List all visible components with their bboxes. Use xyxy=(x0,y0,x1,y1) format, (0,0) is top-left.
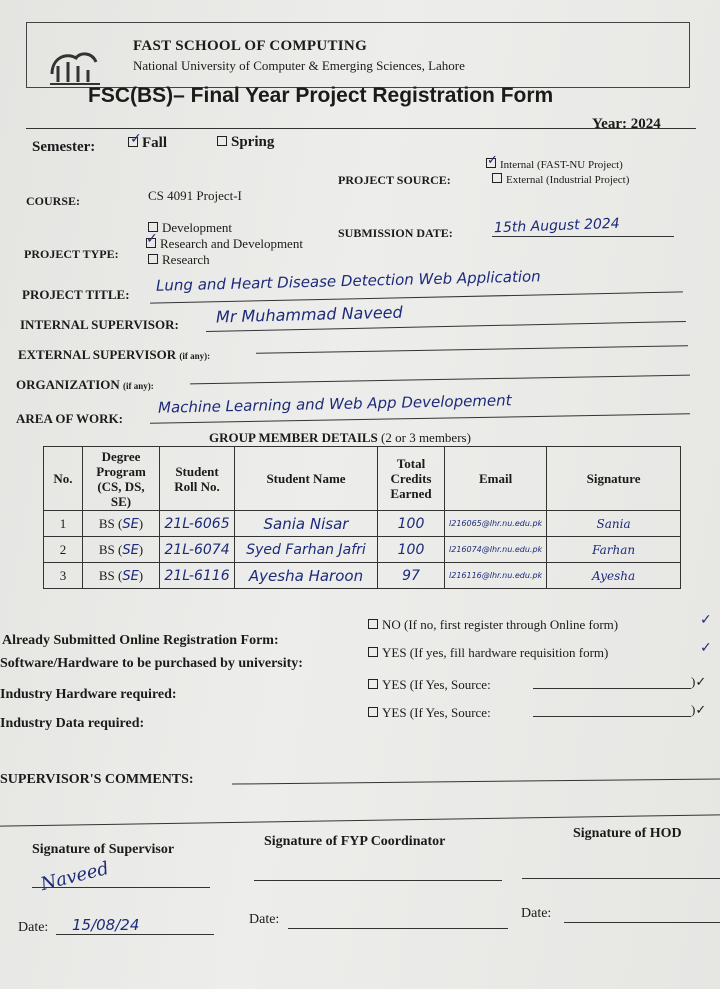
coordinator-signature-line[interactable] xyxy=(254,880,502,881)
organization-line[interactable] xyxy=(190,375,690,385)
supervisor-date-line xyxy=(56,934,214,935)
internal-check-mark: ✓ xyxy=(487,153,498,168)
organization-label: ORGANIZATION (if any): xyxy=(16,377,154,392)
form-title: FSC(BS)– Final Year Project Registration Form xyxy=(88,84,554,107)
external-supervisor-label: EXTERNAL SUPERVISOR (if any): xyxy=(18,347,211,362)
hod-signature-line[interactable] xyxy=(522,878,720,879)
submission-date-line xyxy=(492,236,674,237)
answer-industry-data: YES (If Yes, Source: xyxy=(368,705,491,721)
col-signature: Signature xyxy=(547,447,681,511)
supervisor-signature[interactable]: Naveed xyxy=(38,857,111,896)
industry-data-checkbox[interactable] xyxy=(368,707,378,717)
internal-supervisor-value[interactable]: Mr Muhammad Naveed xyxy=(215,302,403,327)
hardware-purchase-checkbox[interactable] xyxy=(368,647,378,657)
type-development: Development xyxy=(148,220,232,236)
semester-spring: Spring xyxy=(217,134,274,151)
group-members-table xyxy=(43,446,681,589)
row-name[interactable]: Syed Farhan Jafri xyxy=(235,537,378,563)
hod-date-label: Date: xyxy=(521,906,552,921)
row-degree: BS (SE) xyxy=(83,511,160,537)
school-name: FAST SCHOOL OF COMPUTING xyxy=(133,38,368,54)
comments-line-2[interactable] xyxy=(0,814,720,826)
row-no: 3 xyxy=(44,563,83,589)
supervisor-signature-label: Signature of Supervisor xyxy=(32,842,175,857)
col-roll: Student Roll No. xyxy=(160,447,235,511)
col-name: Student Name xyxy=(235,447,378,511)
course-label: COURSE: xyxy=(26,194,81,208)
research-checkbox[interactable] xyxy=(148,254,158,264)
rd-check-mark: ✓ xyxy=(146,231,158,247)
row-email[interactable]: l216116@lhr.nu.edu.pk xyxy=(445,563,547,589)
question-hardware-purchase: Software/Hardware to be purchased by university: xyxy=(0,656,303,671)
row-credits[interactable]: 100 xyxy=(378,511,445,537)
col-email: Email xyxy=(445,447,547,511)
row-name[interactable]: Sania Nisar xyxy=(235,511,378,537)
row-signature[interactable]: Ayesha xyxy=(547,563,681,589)
comments-line-1[interactable] xyxy=(232,778,720,784)
semester-fall: ✓ Fall xyxy=(130,131,167,151)
type-research-development: ✓ Research and Development xyxy=(146,231,303,251)
project-type-label: PROJECT TYPE: xyxy=(24,247,119,261)
question-industry-hardware: Industry Hardware required: xyxy=(0,687,177,702)
header-box xyxy=(26,22,690,88)
spring-checkbox[interactable] xyxy=(217,136,227,146)
year-field: Year: 2024 xyxy=(592,116,661,132)
question-industry-data: Industry Data required: xyxy=(0,716,145,731)
row-credits[interactable]: 97 xyxy=(378,563,445,589)
project-title-value[interactable]: Lung and Heart Disease Detection Web Application xyxy=(155,267,541,295)
project-source-label: PROJECT SOURCE: xyxy=(338,173,451,187)
industry-hardware-source-line[interactable] xyxy=(533,688,691,689)
group-heading: GROUP MEMBER DETAILS (2 or 3 members) xyxy=(209,430,471,445)
row-degree: BS (SE) xyxy=(83,537,160,563)
area-of-work-label: AREA OF WORK: xyxy=(16,411,123,426)
supervisor-comments-label: SUPERVISOR'S COMMENTS: xyxy=(0,772,194,787)
row-no: 2 xyxy=(44,537,83,563)
table-row xyxy=(44,563,681,589)
source-internal: ✓ Internal (FAST-NU Project) xyxy=(487,153,623,171)
fall-check-mark: ✓ xyxy=(130,131,142,147)
row-name[interactable]: Ayesha Haroon xyxy=(235,563,378,589)
submission-date-value[interactable]: 15th August 2024 xyxy=(493,215,620,237)
submission-date-label: SUBMISSION DATE: xyxy=(338,226,453,240)
answer-industry-hardware: YES (If Yes, Source: xyxy=(368,677,491,693)
industry-data-close-paren: )✓ xyxy=(691,702,707,717)
industry-hardware-close-paren: )✓ xyxy=(691,674,707,689)
table-row xyxy=(44,537,681,563)
hod-signature-label: Signature of HOD xyxy=(573,826,682,841)
row-signature[interactable]: Farhan xyxy=(547,537,681,563)
supervisor-date-label: Date: xyxy=(18,920,49,935)
coordinator-date-line[interactable] xyxy=(288,928,508,929)
col-no: No. xyxy=(44,447,83,511)
row-credits[interactable]: 100 xyxy=(378,537,445,563)
row-no: 1 xyxy=(44,511,83,537)
year-value: 2024 xyxy=(630,116,661,132)
industry-hardware-checkbox[interactable] xyxy=(368,679,378,689)
supervisor-date-value[interactable]: 15/08/24 xyxy=(72,916,140,934)
type-research: Research xyxy=(148,252,210,268)
row-email[interactable]: l216074@lhr.nu.edu.pk xyxy=(445,537,547,563)
row-signature[interactable]: Sania xyxy=(547,511,681,537)
answer-online-form: NO (If no, first register through Online form) xyxy=(368,617,618,633)
supervisor-signature-line xyxy=(32,887,210,888)
area-of-work-value[interactable]: Machine Learning and Web App Developement xyxy=(157,391,512,417)
source-external: External (Industrial Project) xyxy=(492,173,629,186)
row-email[interactable]: l216065@lhr.nu.edu.pk xyxy=(445,511,547,537)
coordinator-date-label: Date: xyxy=(249,912,280,927)
coordinator-signature-label: Signature of FYP Coordinator xyxy=(264,834,446,849)
hardware-purchase-check-mark: ✓ xyxy=(700,640,712,656)
table-row xyxy=(44,511,681,537)
university-name: National University of Computer & Emerging Sciences, Lahore xyxy=(133,58,465,73)
col-credits: Total Credits Earned xyxy=(378,447,445,511)
industry-data-source-line[interactable] xyxy=(533,716,691,717)
internal-supervisor-label: INTERNAL SUPERVISOR: xyxy=(20,317,179,332)
external-supervisor-line[interactable] xyxy=(256,345,688,354)
table-header-row xyxy=(44,447,681,511)
answer-hardware-purchase: YES (If yes, fill hardware requisition form) xyxy=(368,645,608,661)
online-form-checkbox[interactable] xyxy=(368,619,378,629)
row-roll[interactable]: 21L-6116 xyxy=(160,563,235,589)
question-online-form: Already Submitted Online Registration Form: xyxy=(2,633,279,648)
col-degree: Degree Program (CS, DS, SE) xyxy=(83,447,160,511)
online-form-check-mark: ✓ xyxy=(700,612,712,628)
row-roll[interactable]: 21L-6065 xyxy=(160,511,235,537)
semester-label: Semester: xyxy=(32,139,96,155)
row-degree: BS (SE) xyxy=(83,563,160,589)
project-title-label: PROJECT TITLE: xyxy=(22,287,130,302)
external-checkbox[interactable] xyxy=(492,173,502,183)
row-roll[interactable]: 21L-6074 xyxy=(160,537,235,563)
project-title-line xyxy=(150,291,683,303)
hod-date-line[interactable] xyxy=(564,922,720,923)
course-value: CS 4091 Project-I xyxy=(148,188,242,203)
